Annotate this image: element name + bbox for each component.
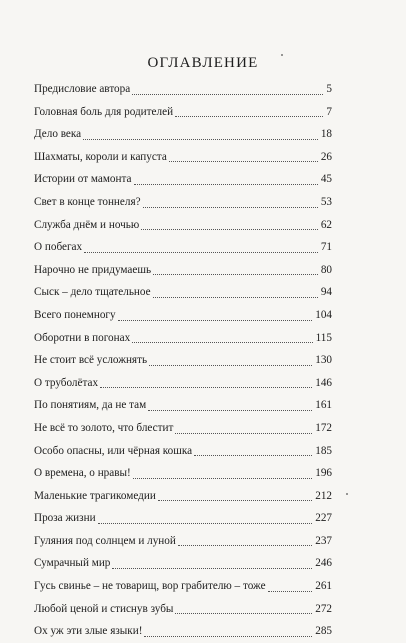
toc-entry-page-number: 104 [315,308,332,321]
toc-entry [34,462,332,485]
toc-entry-title: Свет в конце тоннеля? [34,195,141,208]
toc-entry-page-number: 71 [320,241,332,254]
dot-leader [144,635,312,637]
toc-entry [34,236,332,259]
dot-leader [143,206,318,208]
toc-entry-page-number: 246 [315,557,332,570]
toc-entry-title: Предисловие автора [34,83,131,95]
toc-entry-title: Любой ценой и стиснув зубы [34,602,174,615]
dot-leader [141,228,318,230]
dot-leader [149,364,312,366]
toc-entry-title: Гуляния под солнцем и луной [34,534,176,547]
toc-entry-title: Сумрачный мир [34,557,111,570]
toc-entry [34,78,332,101]
dot-leader [268,590,313,592]
toc-entry-title: Шахматы, короли и капуста [34,150,167,163]
toc-entry-title: Ох уж эти злые языки! [34,625,143,638]
toc-entry [34,440,332,463]
toc-entry [34,146,332,169]
toc-entry-page-number: 53 [320,195,332,208]
dot-leader [132,341,312,343]
toc-entry [34,349,332,372]
dot-leader [153,296,318,298]
toc-entry [34,101,332,124]
toc-entry-page-number: 80 [320,263,332,276]
dot-leader [175,612,312,614]
dot-leader [175,432,312,434]
toc-entry-page-number: 161 [315,399,332,412]
dot-leader [83,138,318,140]
toc-entry-title: О времена, о нравы! [34,467,131,480]
toc-entry-page-number: 185 [315,444,332,457]
toc-entry [34,123,332,146]
toc-entry-page-number: 285 [315,625,332,638]
toc-entry-title: Сыск – дело тщательное [34,286,151,299]
dot-leader [118,319,313,321]
dot-leader [98,522,313,524]
toc-entry [34,394,332,417]
dot-leader [133,477,312,479]
toc-entry-title: Нарочно не придумаешь [34,263,152,276]
toc-entry [34,259,332,282]
toc-entry-title: Гусь свинье – не товарищ, вор грабителю – тоже [34,580,266,593]
dot-leader [194,454,312,456]
dot-leader [148,409,312,411]
toc-entry [34,485,332,508]
dot-leader [178,544,312,546]
toc-entry-title: Дело века [34,128,82,141]
toc-entry-page-number: 5 [326,83,332,95]
toc-entry [34,620,332,643]
toc-entry [34,191,332,214]
toc-entry-title: Не всё то золото, что блестит [34,421,174,434]
toc-entry-page-number: 272 [315,602,332,615]
toc-entry-page-number: 18 [320,128,332,141]
toc-entry-title: О труболëтах [34,376,99,389]
dot-leader [100,386,312,388]
toc-entry [34,327,332,350]
toc-entry [34,575,332,598]
toc-entry-title: Не стоит всё усложнять [34,354,148,367]
toc-entry-page-number: 237 [315,534,332,547]
toc-entry [34,304,332,327]
toc-entry [34,417,332,440]
toc-entry-title: Головная боль для родителей [34,105,174,118]
toc-entry-page-number: 7 [326,105,332,118]
toc-entry [34,372,332,395]
toc-entry-title: Истории от мамонта [34,173,132,186]
toc-entry-title: Проза жизни [34,512,96,525]
toc-entry [34,281,332,304]
toc-entry [34,552,332,575]
dot-leader [132,93,323,95]
toc-entry-title: Оборотни в погонах [34,331,131,344]
dot-leader [153,273,318,275]
toc-entry-page-number: 94 [320,286,332,299]
toc-entry [34,598,332,621]
toc-entry [34,507,332,530]
dot-leader [84,251,318,253]
toc-entry-page-number: 172 [315,421,332,434]
dot-leader [134,183,318,185]
toc-entry-title: Маленькие трагикомедии [34,489,156,502]
toc-entry-page-number: 261 [315,580,332,593]
toc-entry-title: О побегах [34,241,83,254]
dot-leader [158,499,312,501]
toc-entry-page-number: 212 [315,489,332,502]
dot-leader [112,567,312,569]
toc-entry-page-number: 146 [315,376,332,389]
toc-entry-title: По понятиям, да не там [34,399,147,412]
toc-entry [34,530,332,553]
toc-entry-page-number: 130 [315,354,332,367]
toc-entry-page-number: 45 [320,173,332,186]
toc-entry-title: Всего понемногу [34,308,116,321]
toc-entry [34,168,332,191]
page-title: ОГЛАВЛЕНИЕ [147,55,259,71]
toc-entry-page-number: 26 [320,150,332,163]
dot-leader [169,160,318,162]
toc-entry-title: Особо опасны, или чёрная кошка [34,444,193,457]
paper-speck [346,493,348,495]
toc-entry-page-number: 62 [320,218,332,231]
toc-entry [34,214,332,237]
toc-entry-page-number: 196 [315,467,332,480]
toc-entry-page-number: 115 [315,331,332,344]
toc-entry-page-number: 227 [315,512,332,525]
dot-leader [175,115,323,117]
toc-entry-title: Служба днём и ночью [34,218,140,231]
table-of-contents [34,78,332,643]
